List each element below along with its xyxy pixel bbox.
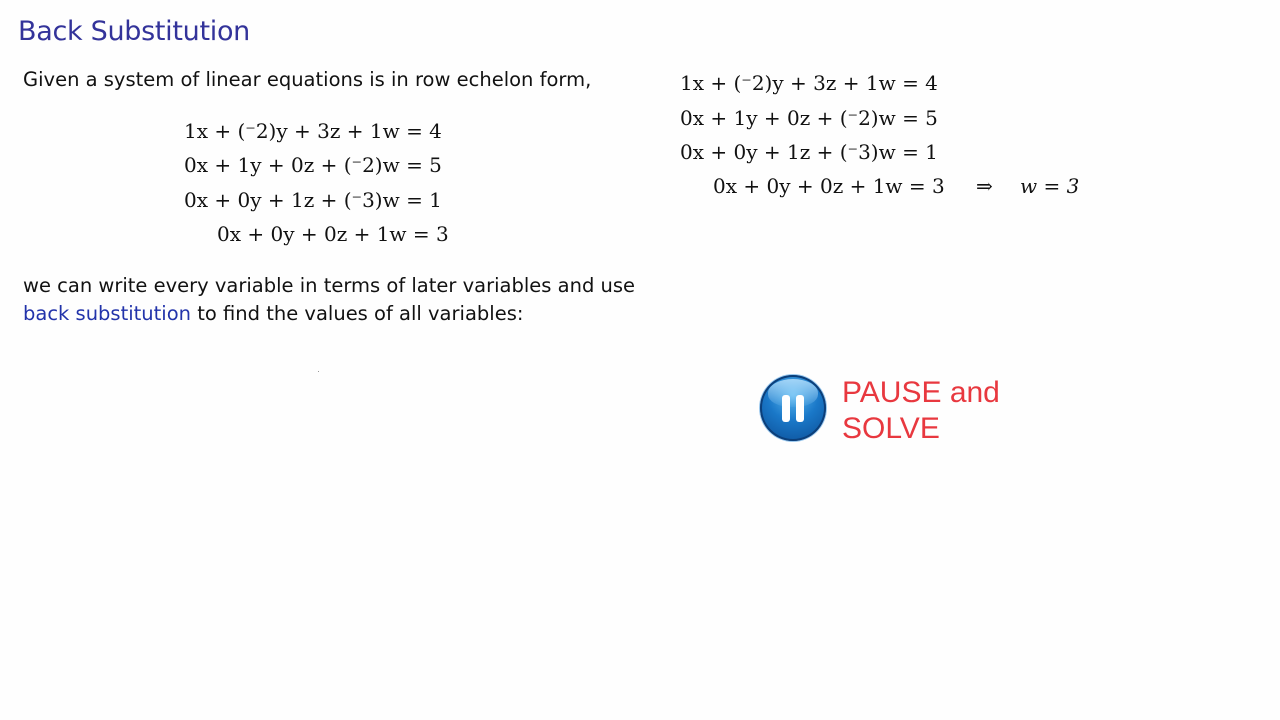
intro-text: Given a system of linear equations is in row echelon form, [23, 68, 592, 91]
pause-bar-left [782, 395, 790, 422]
implies-arrow: ⇒ [976, 174, 993, 198]
equation-right-row-3: 0x + 0y + 1z + (⁻3)w = 1 [680, 140, 938, 164]
pause-line-2: SOLVE [842, 412, 940, 445]
equation-right-row-2: 0x + 1y + 0z + (⁻2)w = 5 [680, 106, 938, 130]
slide-title: Back Substitution [18, 16, 250, 47]
stray-dot [318, 371, 319, 372]
outro-text [23, 272, 643, 328]
equation-row-3: 0x + 0y + 1z + (⁻3)w = 1 [184, 188, 442, 212]
pause-and-solve [760, 375, 1060, 445]
equation-row-1: 1x + (⁻2)y + 3z + 1w = 4 [184, 119, 442, 143]
back-substitution-term: back substitution [23, 302, 192, 325]
pause-icon[interactable] [760, 375, 826, 441]
solution-result: w = 3 [1020, 174, 1080, 198]
pause-line-1: PAUSE and [842, 376, 1000, 409]
equation-row-2: 0x + 1y + 0z + (⁻2)w = 5 [184, 153, 442, 177]
outro-line1: we can write every variable in terms of later variables and use [23, 274, 636, 297]
pause-icon-shine [768, 379, 818, 407]
equation-right-row-1: 1x + (⁻2)y + 3z + 1w = 4 [680, 71, 938, 95]
outro-rest: to find the values of all variables: [191, 302, 524, 325]
equation-row-4: 0x + 0y + 0z + 1w = 3 [217, 222, 449, 246]
pause-text [842, 375, 1000, 447]
equation-right-row-4: 0x + 0y + 0z + 1w = 3 [713, 174, 945, 198]
pause-bar-right [796, 395, 804, 422]
